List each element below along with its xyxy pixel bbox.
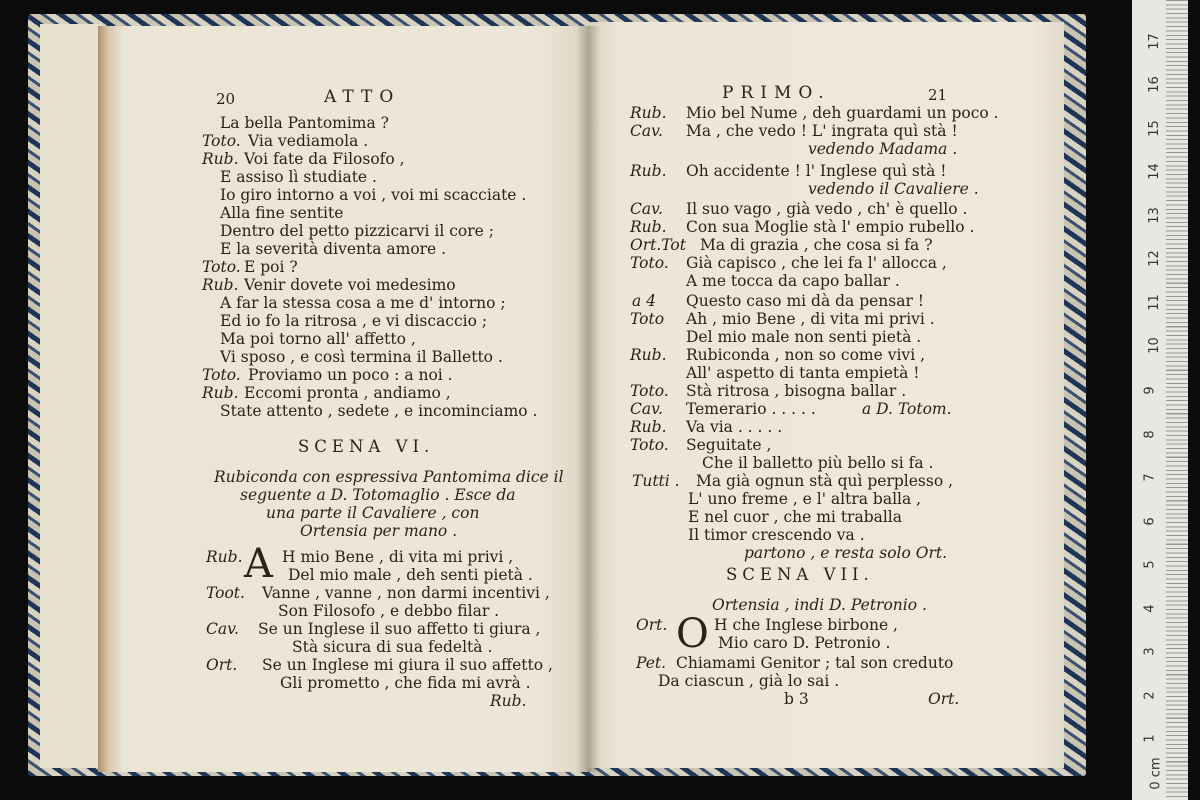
ruler-label: 4 bbox=[1142, 604, 1158, 613]
ruler-label: 8 bbox=[1142, 430, 1158, 439]
speaker: Cav. bbox=[206, 620, 239, 638]
text-line: State attento , sedete , e incominciamo . bbox=[220, 402, 538, 420]
speaker: Cav. bbox=[630, 122, 663, 140]
catchword: Rub. bbox=[490, 692, 527, 710]
speaker: Rub. bbox=[630, 104, 667, 122]
verse-line: Chiamami Genitor ; tal son creduto bbox=[676, 654, 954, 672]
verse-line: Se un Inglese il suo affetto ti giura , bbox=[258, 620, 541, 638]
text-line: Il timor crescendo va . bbox=[688, 526, 865, 544]
speaker: Ort. bbox=[206, 656, 238, 674]
ruler-label: 2 bbox=[1142, 691, 1158, 700]
text-line: Temerario . . . . . bbox=[686, 400, 816, 418]
text-line: Voi fate da Filosofo , bbox=[244, 150, 405, 168]
stage-direction: seguente a D. Totomaglio . Esce da bbox=[240, 486, 516, 504]
text-line: E la severità diventa amore . bbox=[220, 240, 447, 258]
verse-line: Mio caro D. Petronio . bbox=[718, 634, 891, 652]
text-line: Proviamo un poco : a noi . bbox=[248, 366, 453, 384]
ruler-ticks bbox=[1166, 0, 1188, 800]
text-line: Via vediamola . bbox=[248, 132, 369, 150]
right-page bbox=[588, 22, 1064, 768]
text-line: A far la stessa cosa a me d' intorno ; bbox=[220, 294, 506, 312]
ruler-label: 5 bbox=[1142, 560, 1158, 569]
page-number-left: 20 bbox=[216, 90, 236, 108]
text-line: Dentro del petto pizzicarvi il core ; bbox=[220, 222, 494, 240]
speaker: Tutti . bbox=[632, 472, 680, 490]
stage-direction: una parte il Cavaliere , con bbox=[266, 504, 480, 522]
speaker: Toto bbox=[630, 310, 665, 328]
scene-title: SCENA VII. bbox=[726, 565, 874, 584]
text-line: Ah , mio Bene , di vita mi privi . bbox=[686, 310, 935, 328]
verse-line: Gli prometto , che fida mi avrà . bbox=[280, 674, 531, 692]
text-line: Ed io fo la ritrosa , e vi discaccio ; bbox=[220, 312, 488, 330]
speaker: Ort. bbox=[636, 616, 668, 634]
text-line: Del mio male non senti pietà . bbox=[686, 328, 922, 346]
ruler-label: 14 bbox=[1146, 163, 1162, 180]
stage-direction: partono , e resta solo Ort. bbox=[744, 544, 948, 562]
book-gutter bbox=[576, 26, 600, 772]
text-line: Eccomi pronta , andiamo , bbox=[244, 384, 451, 402]
ruler-label: 16 bbox=[1146, 76, 1162, 93]
text-line: Seguitate , bbox=[686, 436, 772, 454]
speaker: Toto. bbox=[630, 436, 669, 454]
verse-line: Stà sicura di sua fedeltà . bbox=[292, 638, 493, 656]
text-line: Questo caso mi dà da pensar ! bbox=[686, 292, 925, 310]
text-line: Ma poi torno all' affetto , bbox=[220, 330, 416, 348]
text-line: Venir dovete voi medesimo bbox=[244, 276, 456, 294]
verse-line: Se un Inglese mi giura il suo affetto , bbox=[262, 656, 553, 674]
ruler-label: 13 bbox=[1146, 207, 1162, 224]
text-line: Va via . . . . . bbox=[686, 418, 783, 436]
aside-direction: a D. Totom. bbox=[862, 400, 952, 418]
drop-cap: O bbox=[676, 611, 709, 657]
drop-cap: A bbox=[244, 541, 273, 587]
speaker: Toto. bbox=[202, 258, 241, 276]
speaker: Pet. bbox=[636, 654, 667, 672]
scene-title: SCENA VI. bbox=[298, 437, 435, 456]
ruler-label: 11 bbox=[1146, 294, 1162, 311]
signature-mark: b 3 bbox=[784, 690, 809, 708]
speaker: Rub. bbox=[202, 150, 239, 168]
stage-direction: Ortensia per mano . bbox=[300, 522, 458, 540]
text-line: Con sua Moglie stà l' empio rubello . bbox=[686, 218, 975, 236]
speaker: Rub. bbox=[630, 218, 667, 236]
ruler-label: 6 bbox=[1142, 517, 1158, 526]
ruler-label: 12 bbox=[1146, 250, 1162, 267]
speaker: a 4 bbox=[632, 292, 657, 310]
text-line: A me tocca da capo ballar . bbox=[686, 272, 900, 290]
ruler-label: 15 bbox=[1146, 120, 1162, 137]
text-line: Rubiconda , non so come vivi , bbox=[686, 346, 926, 364]
text-line: E poi ? bbox=[244, 258, 298, 276]
text-line: Ma di grazia , che cosa si fa ? bbox=[700, 236, 933, 254]
speaker: Toto. bbox=[202, 132, 241, 150]
stage-direction: Ortensia , indi D. Petronio . bbox=[712, 596, 927, 614]
left-page bbox=[98, 26, 588, 772]
text-line: Oh accidente ! l' Inglese quì stà ! bbox=[686, 162, 947, 180]
measuring-ruler bbox=[1132, 0, 1188, 800]
speaker: Toto. bbox=[202, 366, 241, 384]
ruler-label: 0 cm bbox=[1148, 757, 1164, 790]
speaker: Cav. bbox=[630, 200, 663, 218]
speaker: Rub. bbox=[202, 276, 239, 294]
ruler-label: 7 bbox=[1142, 473, 1158, 482]
ruler-label: 17 bbox=[1146, 33, 1162, 50]
catchword: Ort. bbox=[928, 690, 960, 708]
running-head-right: PRIMO. bbox=[722, 83, 831, 103]
text-line: Vi sposo , e così termina il Balletto . bbox=[220, 348, 503, 366]
page-number-right: 21 bbox=[928, 86, 948, 104]
stage-direction: vedendo Madama . bbox=[808, 140, 958, 158]
verse-line: Del mio male , deh senti pietà . bbox=[288, 566, 533, 584]
speaker: Rub. bbox=[630, 346, 667, 364]
stage-direction: vedendo il Cavaliere . bbox=[808, 180, 979, 198]
text-line: Io giro intorno a voi , voi mi scacciate . bbox=[220, 186, 527, 204]
text-line: Stà ritrosa , bisogna ballar . bbox=[686, 382, 907, 400]
text-line: Alla fine sentite bbox=[220, 204, 344, 222]
verse-line: Da ciascun , già lo sai . bbox=[658, 672, 840, 690]
ruler-label: 3 bbox=[1142, 647, 1158, 656]
verse-line: H che Inglese birbone , bbox=[714, 616, 898, 634]
text-line: Che il balletto più bello si fa . bbox=[702, 454, 934, 472]
speaker: Ort.Tot bbox=[630, 236, 686, 254]
text-line: Ma già ognun stà quì perplesso , bbox=[696, 472, 954, 490]
text-line: E nel cuor , che mi traballa bbox=[688, 508, 903, 526]
text-line: Mio bel Nume , deh guardami un poco . bbox=[686, 104, 999, 122]
ruler-label: 1 bbox=[1142, 734, 1158, 743]
text-line: Già capisco , che lei fa l' allocca , bbox=[686, 254, 947, 272]
text-line: All' aspetto di tanta empietà ! bbox=[686, 364, 920, 382]
verse-line: Son Filosofo , e debbo filar . bbox=[278, 602, 500, 620]
text-line: L' uno freme , e l' altra balla , bbox=[688, 490, 922, 508]
speaker: Toto. bbox=[630, 254, 669, 272]
speaker: Rub. bbox=[630, 162, 667, 180]
ruler-label: 10 bbox=[1146, 337, 1162, 354]
speaker: Rub. bbox=[206, 548, 243, 566]
speaker: Cav. bbox=[630, 400, 663, 418]
speaker: Rub. bbox=[630, 418, 667, 436]
stage-direction: Rubiconda con espressiva Pantomima dice il bbox=[214, 468, 564, 486]
text-line: Il suo vago , già vedo , ch' è quello . bbox=[686, 200, 968, 218]
speaker: Rub. bbox=[202, 384, 239, 402]
running-head-left: ATTO bbox=[324, 87, 401, 107]
verse-line: H mio Bene , di vita mi privi , bbox=[282, 548, 514, 566]
speaker: Toto. bbox=[630, 382, 669, 400]
endpaper-left bbox=[40, 24, 102, 768]
ruler-label: 9 bbox=[1142, 386, 1158, 395]
speaker: Toot. bbox=[206, 584, 245, 602]
text-line: La bella Pantomima ? bbox=[220, 114, 389, 132]
text-line: Ma , che vedo ! L' ingrata quì stà ! bbox=[686, 122, 958, 140]
text-line: E assiso lì studiate . bbox=[220, 168, 377, 186]
verse-line: Vanne , vanne , non darmi incentivi , bbox=[262, 584, 550, 602]
